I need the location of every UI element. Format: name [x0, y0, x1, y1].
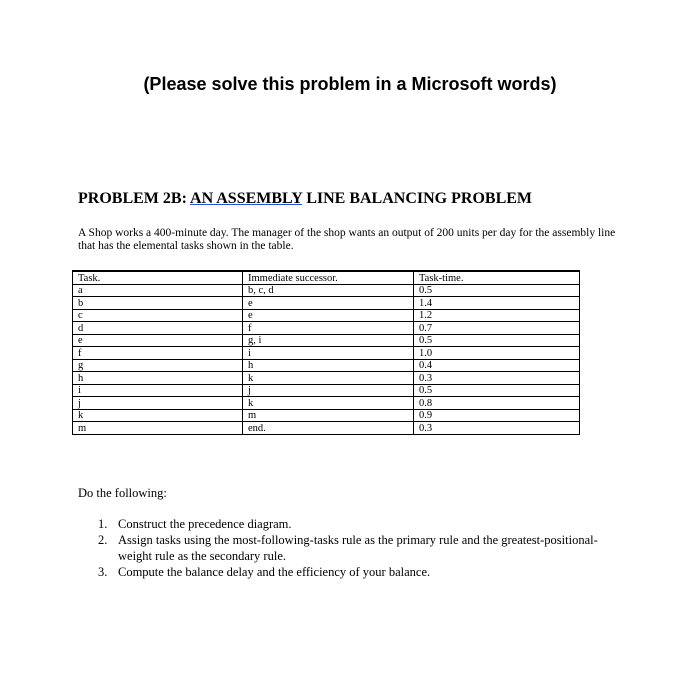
table-row [73, 409, 580, 422]
cell-task: f [73, 347, 243, 360]
cell-task: b [73, 297, 243, 310]
table-row [73, 384, 580, 397]
list-item [98, 516, 608, 532]
step-number: 1. [98, 517, 108, 531]
cell-successor: e [243, 309, 414, 322]
table-row [73, 309, 580, 322]
cell-time: 1.4 [414, 297, 580, 310]
cell-successor: m [243, 409, 414, 422]
cell-task: a [73, 284, 243, 297]
instruction-heading: (Please solve this problem in a Microsoft words) [143, 74, 557, 94]
cell-time: 0.9 [414, 409, 580, 422]
problem-title-prefix: PROBLEM 2B: [78, 190, 187, 207]
step-text: Compute the balance delay and the efficiency of your balance. [118, 565, 431, 579]
cell-successor: h [243, 359, 414, 372]
cell-task: m [73, 422, 243, 435]
problem-title [78, 190, 532, 208]
header-task: Task. [73, 271, 243, 284]
table-header-row [73, 271, 580, 284]
list-item [98, 564, 608, 580]
cell-task: i [73, 384, 243, 397]
cell-successor: g, i [243, 334, 414, 347]
problem-description: A Shop works a 400-minute day. The manager of the shop wants an output of 200 units per day for the assembly line that has the elemental tasks shown in the table. [78, 227, 616, 252]
header-task-time: Task-time. [414, 271, 580, 284]
cell-task: c [73, 309, 243, 322]
cell-task: j [73, 397, 243, 410]
table-row [73, 297, 580, 310]
cell-time: 0.3 [414, 422, 580, 435]
cell-time: 1.0 [414, 347, 580, 360]
cell-task: g [73, 359, 243, 372]
tasks-heading: Do the following: [78, 486, 167, 500]
problem-title-underlined: AN ASSEMBLY [190, 190, 303, 207]
cell-successor: k [243, 397, 414, 410]
cell-time: 0.3 [414, 372, 580, 385]
cell-time: 0.5 [414, 334, 580, 347]
table-row [73, 347, 580, 360]
cell-time: 0.7 [414, 322, 580, 335]
table-row [73, 422, 580, 435]
cell-successor: j [243, 384, 414, 397]
step-number: 2. [98, 533, 108, 547]
cell-time: 0.5 [414, 284, 580, 297]
step-text: Construct the precedence diagram. [118, 517, 292, 531]
cell-time: 0.5 [414, 384, 580, 397]
table-row [73, 322, 580, 335]
step-text: Assign tasks using the most-following-tasks rule as the primary rule and the greatest-positional-weight rule as the secondary rule. [118, 533, 598, 563]
table-row [73, 334, 580, 347]
header-immediate-successor: Immediate successor. [243, 271, 414, 284]
cell-successor: k [243, 372, 414, 385]
steps-list [98, 516, 608, 580]
step-number: 3. [98, 565, 108, 579]
cell-successor: end. [243, 422, 414, 435]
cell-successor: b, c, d [243, 284, 414, 297]
cell-task: e [73, 334, 243, 347]
list-item [98, 532, 608, 564]
table-row [73, 372, 580, 385]
table-row [73, 359, 580, 372]
cell-time: 1.2 [414, 309, 580, 322]
table-row [73, 397, 580, 410]
cell-successor: f [243, 322, 414, 335]
cell-time: 0.8 [414, 397, 580, 410]
cell-successor: e [243, 297, 414, 310]
cell-task: k [73, 409, 243, 422]
cell-task: h [73, 372, 243, 385]
cell-successor: i [243, 347, 414, 360]
problem-title-suffix: LINE BALANCING PROBLEM [306, 190, 533, 207]
table-row [73, 284, 580, 297]
cell-time: 0.4 [414, 359, 580, 372]
cell-task: d [73, 322, 243, 335]
task-table [72, 270, 580, 435]
